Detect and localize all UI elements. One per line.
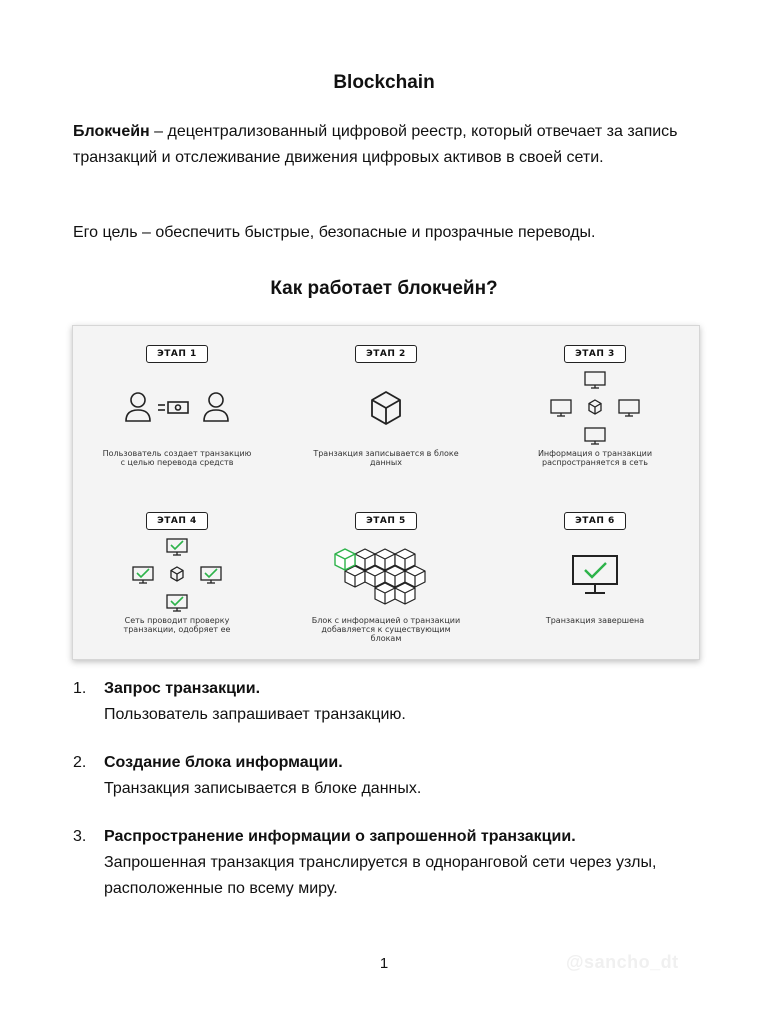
intro-definition: – децентрализованный цифровой реестр, который отвечает за запись транзакций и отслеживание движения цифровых активов в своей сети. — [73, 123, 678, 166]
list-item-number: 3. — [73, 828, 87, 845]
stage-5 — [282, 493, 490, 659]
list-item-text: Пользователь запрашивает транзакцию. — [104, 706, 406, 723]
list-item-text: Транзакция записывается в блоке данных. — [104, 780, 422, 797]
stage-1-badge: ЭТАП 1 — [146, 345, 208, 363]
user-transfer-icon — [122, 383, 232, 433]
monitor-check-icon — [570, 552, 620, 598]
stage-3-caption: Информация о транзакции распространяется в сеть — [537, 449, 653, 467]
stage-4 — [73, 493, 281, 659]
stage-5-caption: Блок с информацией о транзакции добавляется к существующим блокам — [311, 616, 461, 643]
stage-1 — [73, 326, 281, 492]
list-item-heading: Создание блока информации. — [104, 754, 343, 771]
list-item-text: Запрошенная транзакция транслируется в одноранговой сети через узлы, расположенные по всему миру. — [104, 854, 657, 897]
steps-list — [73, 676, 713, 924]
network-icon — [545, 370, 645, 446]
goal-paragraph: Его цель – обеспечить быстрые, безопасные и прозрачные переводы. — [73, 224, 596, 241]
stage-3-badge: ЭТАП 3 — [564, 345, 626, 363]
block-chain-icon — [331, 545, 441, 605]
watermark: @sancho_dt — [566, 952, 679, 972]
stage-4-badge: ЭТАП 4 — [146, 512, 208, 530]
list-item — [73, 824, 713, 902]
stage-4-caption: Сеть проводит проверку транзакции, одобряет ее — [123, 616, 231, 634]
stage-6 — [491, 493, 699, 659]
list-item — [73, 750, 713, 802]
stage-2-badge: ЭТАП 2 — [355, 345, 417, 363]
cube-icon — [366, 388, 406, 428]
page-number: 1 — [379, 955, 389, 972]
list-item-heading: Распространение информации о запрошенной транзакции. — [104, 828, 576, 845]
intro-term: Блокчейн — [73, 123, 150, 140]
stage-6-caption: Транзакция завершена — [545, 616, 645, 625]
stage-2 — [282, 326, 490, 492]
intro-paragraph — [73, 119, 703, 171]
blockchain-stages-diagram — [72, 325, 700, 660]
stage-2-caption: Транзакция записывается в блоке данных — [313, 449, 459, 467]
list-item-heading: Запрос транзакции. — [104, 680, 261, 697]
section-subtitle: Как работает блокчейн? — [270, 278, 498, 299]
stage-1-caption: Пользователь создает транзакцию с целью перевода средств — [102, 449, 252, 467]
list-item-number: 2. — [73, 754, 87, 771]
stage-5-badge: ЭТАП 5 — [355, 512, 417, 530]
network-approved-icon — [127, 537, 227, 613]
stage-6-badge: ЭТАП 6 — [564, 512, 626, 530]
document-title: Blockchain — [333, 72, 435, 93]
list-item-number: 1. — [73, 680, 87, 697]
stage-3 — [491, 326, 699, 492]
list-item — [73, 676, 713, 728]
